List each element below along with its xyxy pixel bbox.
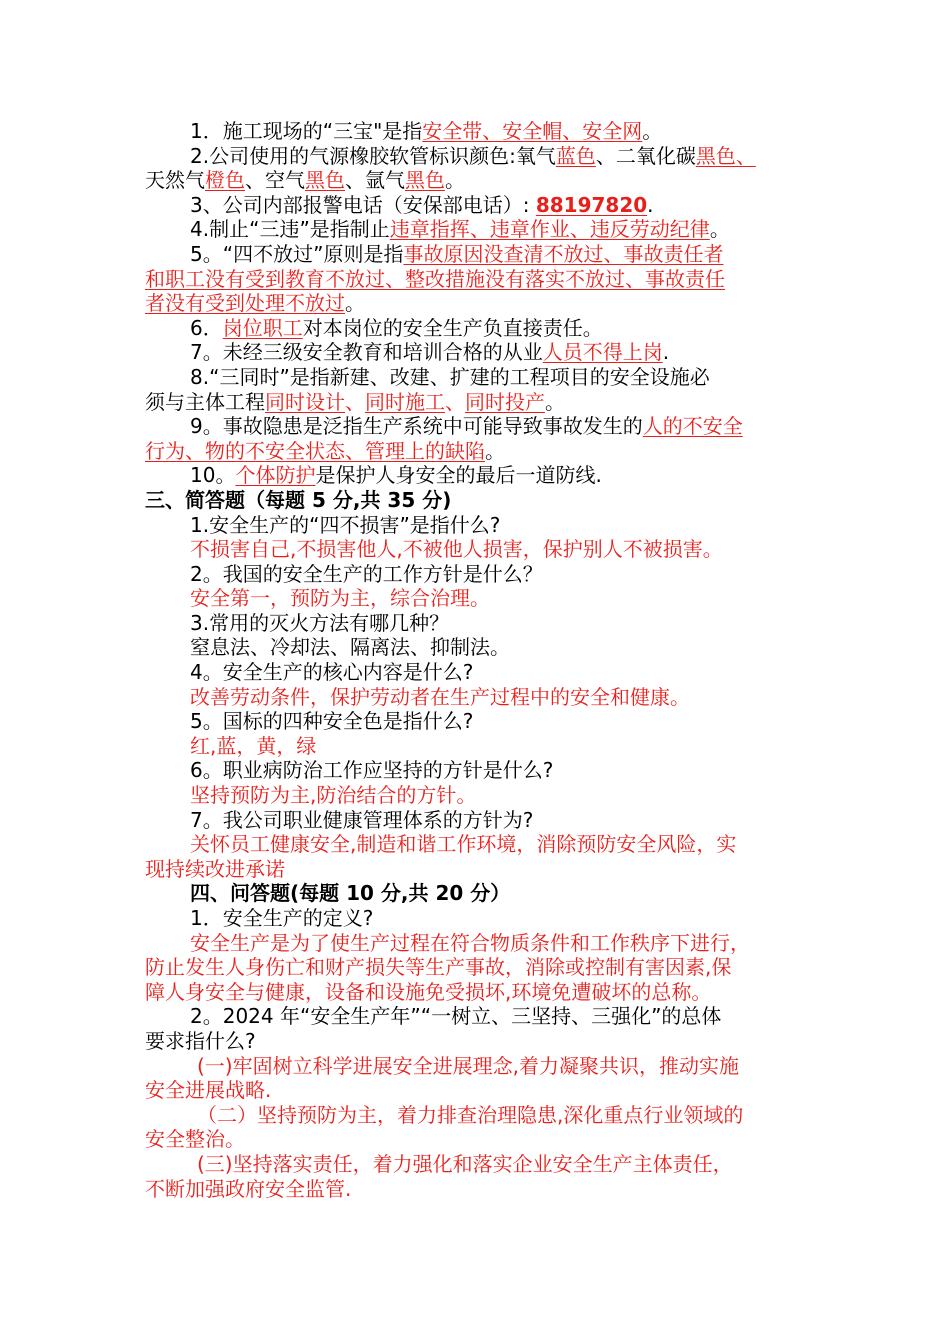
fill-blank-q9-line2: [145, 439, 810, 464]
long-answer-2-point3-line2: 不断加强政府安全监管.: [145, 1176, 352, 1201]
q4-sep: 、: [469, 217, 490, 242]
fill-blank-q10: [145, 463, 810, 488]
long-answer-1-line2: 防止发生人身伤亡和财产损失等生产事故，消除或控制有害因素,保: [145, 955, 732, 980]
q2-text: 、二氧化碳: [595, 143, 696, 168]
fill-blank-q5-line1: [145, 242, 810, 267]
q3-answer-phone: 88197820: [535, 192, 648, 217]
q1-answer-1: 安全带: [422, 119, 483, 143]
fill-blank-q8-line1: [145, 365, 810, 390]
q4-answer-3: 违反劳动纪律: [589, 217, 710, 242]
q4-suffix: 。: [709, 217, 730, 242]
long-answer-2-point3-line1: (三)坚持落实责任，着力强化和落实企业安全生产主体责任，: [197, 1151, 733, 1176]
long-answer-2-point1-line1: (一)牢固树立科学进展安全进展理念,着力凝聚共识，推动实施: [197, 1053, 739, 1078]
short-question-4: 4。安全生产的核心内容是什么?: [190, 660, 474, 685]
short-question-5: 5。国标的四种安全色是指什么?: [190, 709, 474, 734]
q1-answer-3: 安全网: [582, 119, 643, 143]
fill-blank-q8-line2: [145, 390, 810, 415]
section-3-heading: 三、简答题（每题 5 分,共 35 分): [145, 487, 452, 512]
long-question-1: 1．安全生产的定义?: [190, 906, 374, 930]
q5-sep: 、: [385, 266, 405, 291]
short-question-7: 7。我公司职业健康管理体系的方针为?: [190, 807, 534, 832]
q9-suffix: 。: [485, 438, 505, 463]
fill-blank-q7: [145, 340, 810, 365]
long-question-2-line2: 要求指什么?: [145, 1028, 256, 1053]
short-answer-2: 安全第一，预防为主，综合治理。: [190, 586, 490, 611]
long-answer-2-point2-line1: （二）坚持预防为主，着力排查治理隐患,深化重点行业领域的: [197, 1102, 744, 1127]
short-question-1: 1.安全生产的“四不损害”是指什么?: [190, 512, 501, 537]
q5-answer-3: 整改措施没有落实不放过: [405, 266, 625, 291]
q6-text: 对本岗位的安全生产负直接责任。: [302, 315, 603, 340]
q1-answer-2: 安全帽: [502, 119, 563, 143]
q8-answer-2: 同时施工: [365, 389, 445, 414]
short-answer-1: 不损害自己,不损害他人,不被他人损害，保护别人不被损害。: [190, 537, 723, 562]
q2-answer-4: 黑色: [305, 168, 345, 193]
fill-blank-q5-line2: [145, 267, 810, 292]
q9-answer-2: 物的不安全状态: [205, 438, 345, 463]
short-answer-6: 坚持预防为主,防治结合的方针。: [190, 783, 477, 808]
fill-blank-q9-line1: [145, 414, 810, 439]
q1-text: 1．施工现场的“三宝"是指: [190, 119, 423, 143]
q8-text: 须与主体工程: [145, 389, 265, 414]
q6-answer-1: 岗位职工: [222, 315, 303, 340]
q4-sep: 、: [569, 217, 590, 242]
q5-answer-4: 事故责任: [645, 266, 725, 291]
q8-sep: 、: [445, 389, 465, 414]
q9-answer-1: 行为: [145, 438, 185, 463]
short-question-3: 3.常用的灭火方法有哪几种？: [190, 610, 450, 635]
q5-answer-2: 事故责任者: [623, 241, 724, 266]
q3-text: 3、公司内部报警电话（安保部电话）:: [190, 192, 536, 217]
short-answer-7-line1: 关怀员工健康安全,制造和谐工作环境，消除预防安全风险，实: [190, 832, 737, 857]
q2-answer-5: 黑色: [405, 168, 445, 193]
q4-text: 4.制止“三违”是指制止: [190, 217, 390, 242]
short-answer-3: 窒息法、冷却法、隔离法、抑制法。: [190, 635, 510, 660]
q1-sep: 、: [562, 119, 583, 143]
q8-sep: 、: [345, 389, 365, 414]
q1-sep: 、: [482, 119, 503, 143]
q1-suffix: 。: [642, 119, 663, 143]
fill-blank-q6: [145, 316, 810, 341]
q5-answer-2: 和职工没有受到教育不放过: [145, 266, 385, 291]
short-answer-7-line2: 现持续改进承诺: [145, 856, 285, 881]
q5-suffix: 。: [345, 291, 365, 316]
q10-text: 是保护人身安全的最后一道防线.: [315, 463, 602, 488]
q2-answer-2: 黑色、: [695, 143, 756, 168]
q8-suffix: 。: [545, 389, 565, 414]
section-4-heading: 四、问答题(每题 10 分,共 20 分）: [190, 881, 511, 906]
q2-answer-3: 橙色: [205, 168, 245, 193]
q5-answer-4: 者没有受到处理不放过: [145, 291, 345, 316]
q5-sep: 、: [603, 241, 624, 266]
q5-sep: 、: [625, 266, 645, 291]
fill-blank-q4: [145, 217, 810, 242]
long-answer-2-point2-line2: 安全整治。: [145, 1127, 245, 1152]
q2-text: 2.公司使用的气源橡胶软管标识颜色:氧气: [190, 143, 556, 168]
long-question-2-line1: 2。2024 年“安全生产年”“一树立、三坚持、三强化”的总体: [190, 1004, 722, 1029]
short-answer-4: 改善劳动条件，保护劳动者在生产过程中的安全和健康。: [190, 684, 690, 709]
q3-suffix: .: [647, 192, 654, 217]
q7-suffix: .: [662, 340, 670, 365]
q8-text: 8.“三同时”是指新建、改建、扩建的工程项目的安全设施必: [190, 364, 710, 389]
q8-answer-1: 同时设计: [265, 389, 345, 414]
q4-answer-1: 违章指挥: [389, 217, 470, 242]
q5-text: 5。“四不放过”原则是指: [190, 241, 404, 266]
q6-text: 6．: [190, 315, 223, 340]
long-answer-1-line3: 障人身安全与健康，设备和设施免受损坏,环境免遭破坏的总称。: [145, 979, 712, 1004]
q9-sep: 、: [345, 438, 365, 463]
q10-answer-1: 个体防护: [235, 463, 316, 488]
q7-answer-1: 人员不得上岗: [542, 340, 663, 365]
fill-blank-q1: [145, 119, 810, 144]
short-answer-5: 红,蓝，黄，绿: [190, 733, 317, 758]
q2-text: 天然气: [145, 168, 205, 193]
long-answer-2-point1-line2: 安全进展战略.: [145, 1078, 272, 1103]
fill-blank-q3: [145, 193, 810, 218]
long-answer-1-line1: 安全生产是为了使生产过程在符合物质条件和工作秩序下进行，: [190, 930, 750, 955]
q2-suffix: 。: [445, 168, 465, 193]
q10-text: 10。: [190, 463, 236, 488]
fill-blank-q2-line1: [145, 144, 810, 169]
q2-text: 、空气: [245, 168, 305, 193]
q9-answer-1: 人的不安全: [642, 414, 743, 439]
q5-answer-1: 事故原因没查清不放过: [403, 241, 604, 266]
q9-sep: 、: [185, 438, 205, 463]
q8-answer-3: 同时投产: [465, 389, 545, 414]
fill-blank-q5-line3: [145, 291, 810, 316]
q2-answer-1: 蓝色: [555, 143, 596, 168]
q4-answer-2: 违章作业: [489, 217, 570, 242]
q9-text: 9。事故隐患是泛指生产系统中可能导致事故发生的: [190, 414, 643, 439]
q2-text: 、氩气: [345, 168, 405, 193]
short-question-6: 6。职业病防治工作应坚持的方针是什么?: [190, 758, 554, 783]
q7-text: 7。未经三级安全教育和培训合格的从业: [190, 340, 543, 365]
short-question-2: 2。我国的安全生产的工作方针是什么？: [190, 561, 543, 586]
fill-blank-q2-line2: [145, 168, 810, 193]
q9-answer-3: 管理上的缺陷: [365, 438, 485, 463]
